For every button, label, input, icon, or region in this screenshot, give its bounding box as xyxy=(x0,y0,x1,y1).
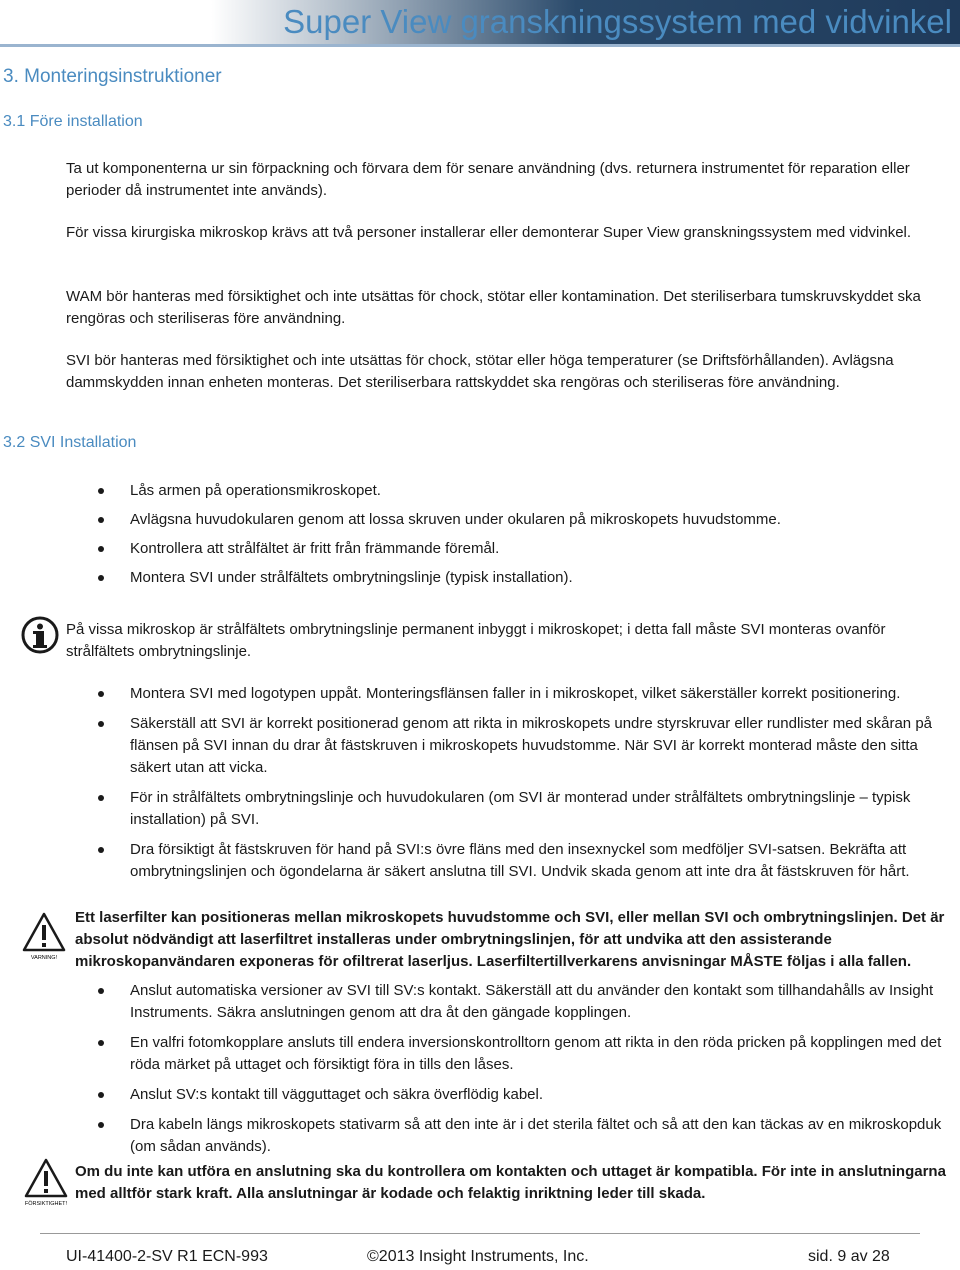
list-item-text: En valfri fotomkopplare ansluts till endera inversionskontrolltorn genom att rikta in den röda pricken på kopplingen med det röda märket på uttaget och försiktigt föra in tills den låses. xyxy=(130,1034,942,1073)
list-item-text: Dra kabeln längs mikroskopets stativarm så att den inte är i det sterila fältet och så att den kan täckas av en mikroskopduk (om sådan används). xyxy=(130,1116,942,1155)
list-item xyxy=(96,713,951,779)
section-heading: 3. Monteringsinstruktioner xyxy=(3,66,222,87)
warning-icon xyxy=(22,912,66,962)
list-item xyxy=(96,839,951,883)
document-title: Super View granskningssystem med vidvinkel xyxy=(283,3,952,40)
bullet-icon xyxy=(98,691,104,697)
bullet-icon xyxy=(98,1040,104,1046)
list-item-text: Avlägsna huvudokularen genom att lossa skruven under okularen på mikroskopets huvudstomme. xyxy=(130,511,781,528)
footer-page-number: sid. 9 av 28 xyxy=(808,1248,890,1265)
bullet-icon xyxy=(98,795,104,801)
caution-icon-label: FÖRSIKTIGHET! xyxy=(24,1201,68,1207)
warning-text: Ett laserfilter kan positioneras mellan mikroskopets huvudstomme och SVI, eller mellan SVI och ombrytningslinjen. Det är absolut nödvändigt att laserfiltret installeras under ombrytningslinjen, för att undvika att den assisterande mikroskopanvändaren exponeras för ofiltrerat laserljus. Laserfiltertillverkarens anvisningar MÅSTE följas i alla fallen. xyxy=(75,909,945,970)
footer-copyright: ©2013 Insight Instruments, Inc. xyxy=(367,1248,589,1265)
caution-text: Om du inte kan utföra en anslutning ska du kontrollera om kontakten och uttaget är kompatibla. För inte in anslutningarna med alltför stark kraft. Alla anslutningar är kodade och felaktig inriktning leder till skada. xyxy=(75,1163,946,1202)
paragraph: Ta ut komponenterna ur sin förpackning och förvara dem för senare användning (dvs. returnera instrumentet för reparation eller perioder då instrumentet inte används). xyxy=(66,160,910,199)
list-item-text: Montera SVI under strålfältets ombrytningslinje (typisk installation). xyxy=(130,569,573,586)
bullet-icon xyxy=(98,847,104,853)
bullet-icon xyxy=(98,488,104,494)
bullet-list xyxy=(96,980,951,1158)
list-item-text: Anslut SV:s kontakt till vägguttaget och säkra överflödig kabel. xyxy=(130,1086,544,1103)
paragraph: För vissa kirurgiska mikroskop krävs att två personer installerar eller demonterar Super View granskningssystem med vidvinkel. xyxy=(66,224,912,241)
caution-icon xyxy=(24,1158,68,1208)
list-item xyxy=(96,567,951,589)
bullet-icon xyxy=(98,721,104,727)
list-item xyxy=(96,683,951,705)
list-item-text: Lås armen på operationsmikroskopet. xyxy=(130,482,381,499)
list-item xyxy=(96,787,951,831)
list-item-text: Kontrollera att strålfältet är fritt från främmande föremål. xyxy=(130,540,500,557)
bullet-icon xyxy=(98,1092,104,1098)
list-item xyxy=(96,1114,951,1158)
list-item xyxy=(96,509,951,531)
paragraph: WAM bör hanteras med försiktighet och inte utsättas för chock, stötar eller kontamination. Det steriliserbara tumskruvskyddet ska rengöras och steriliseras före användning. xyxy=(66,288,921,327)
bullet-icon xyxy=(98,1122,104,1128)
subsection-heading-before-installation: 3.1 Före installation xyxy=(3,113,143,130)
info-note: På vissa mikroskop är strålfältets ombrytningslinje permanent inbyggt i mikroskopet; i detta fall måste SVI monteras ovanför strålfältets ombrytningslinje. xyxy=(66,621,886,660)
list-item-text: För in strålfältets ombrytningslinje och huvudokularen (om SVI är monterad under strålfältets ombrytningslinje – typisk installation) på SVI. xyxy=(130,789,911,828)
paragraph: SVI bör hanteras med försiktighet och inte utsättas för chock, stötar eller höga temperaturer (se Driftsförhållanden). Avlägsna dammskydden innan enheten monteras. Det steriliserbara rattskyddet ska rengöras och steriliseras före användning. xyxy=(66,352,894,391)
bullet-icon xyxy=(98,575,104,581)
bullet-icon xyxy=(98,546,104,552)
list-item-text: Anslut automatiska versioner av SVI till SV:s kontakt. Säkerställ att du använder den kontakt som tillhandahålls av Insight Instruments. Säkra anslutningen genom att dra åt den gängade kopplingen. xyxy=(130,982,934,1021)
bullet-icon xyxy=(98,517,104,523)
list-item xyxy=(96,1084,951,1106)
bullet-list xyxy=(96,480,951,589)
list-item xyxy=(96,538,951,560)
list-item xyxy=(96,480,951,502)
subsection-heading-svi-installation: 3.2 SVI Installation xyxy=(3,434,137,451)
list-item-text: Säkerställ att SVI är korrekt positionerad genom att rikta in mikroskopets undre styrskruvar eller rundlister med skåran på flänsen på SVI innan du drar åt fästskruven i mikroskopets huvudstomme. När SVI är korrekt monterad måste den sitta säkert utan att vicka. xyxy=(130,715,933,776)
list-item xyxy=(96,1032,951,1076)
list-item-text: Dra försiktigt åt fästskruven för hand på SVI:s övre fläns med den insexnyckel som medföljer SVI-satsen. Bekräfta att ombrytningslinjen och ögondelarna är säkert anslutna till SVI. Undvik skada genom att inte dra åt fästskruven för hårt. xyxy=(130,841,910,880)
list-item xyxy=(96,980,951,1024)
info-icon xyxy=(20,615,60,655)
list-item-text: Montera SVI med logotypen uppåt. Monteringsflänsen faller in i mikroskopet, vilket säkerställer korrekt positionering. xyxy=(130,685,901,702)
warning-icon-label: VARNING! xyxy=(30,955,58,961)
bullet-icon xyxy=(98,988,104,994)
bullet-list xyxy=(96,683,951,883)
footer-doc-id: UI-41400-2-SV R1 ECN-993 xyxy=(66,1248,268,1265)
footer-divider xyxy=(40,1233,920,1234)
